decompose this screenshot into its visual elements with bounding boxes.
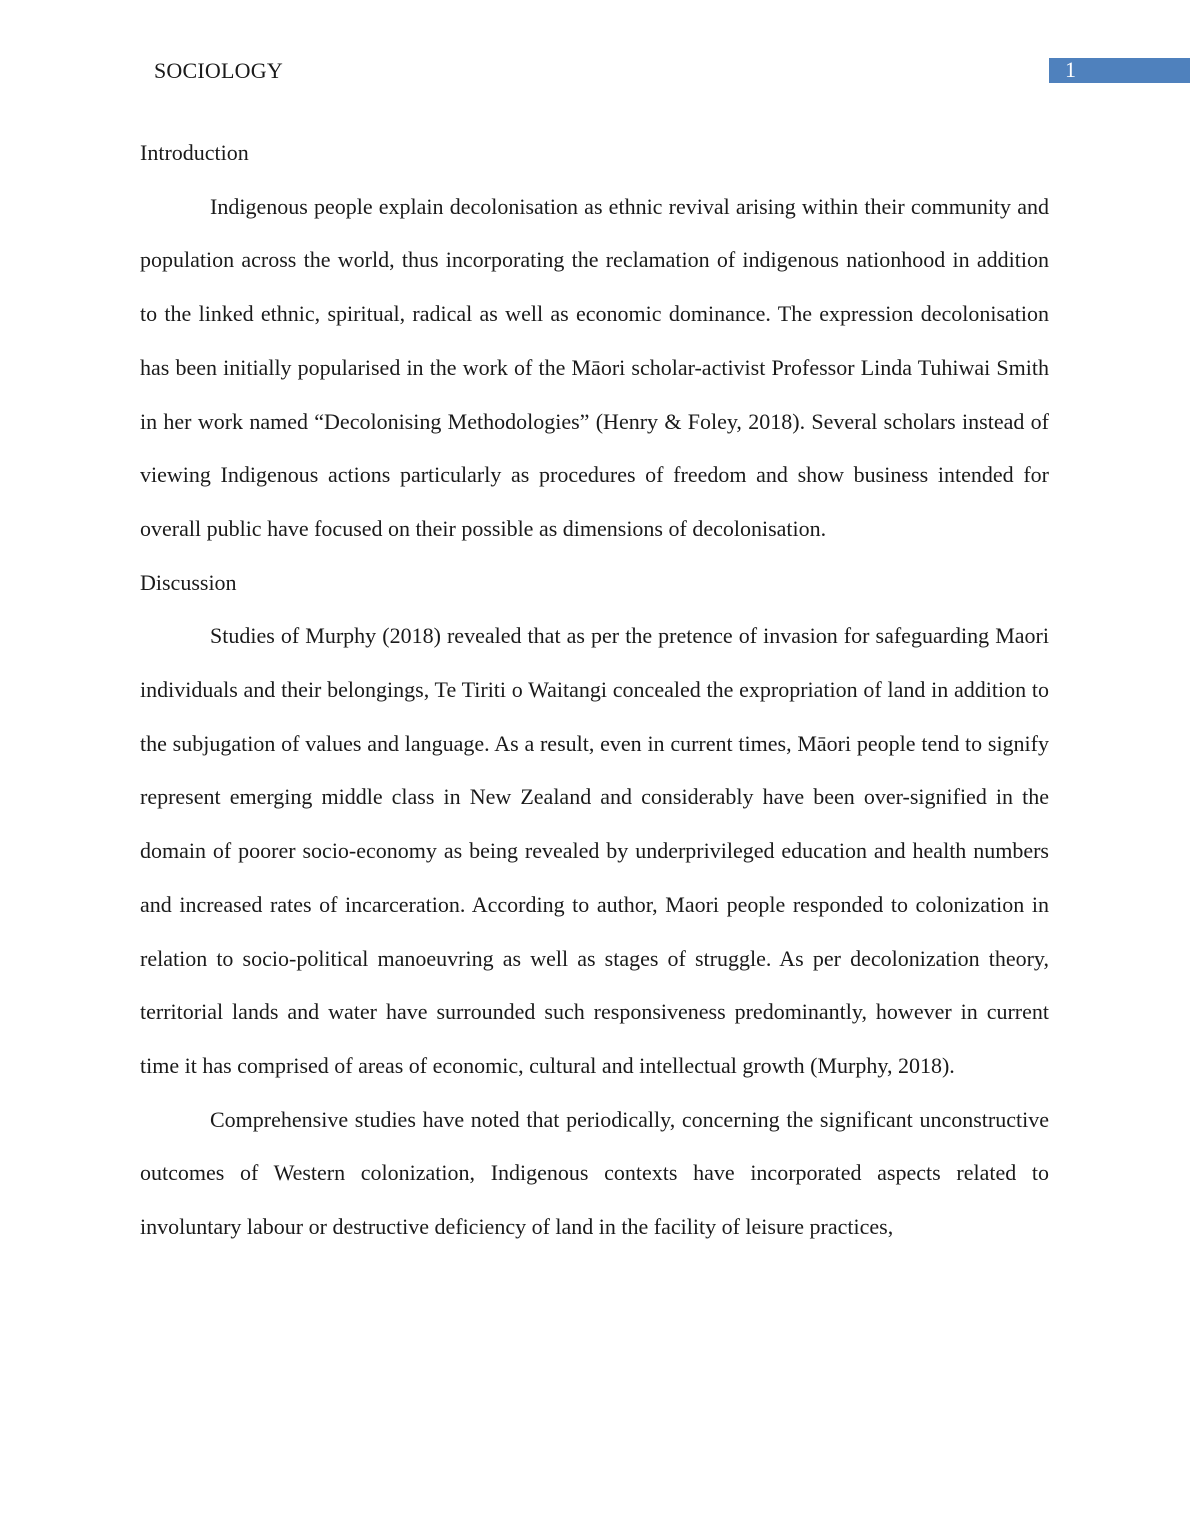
paragraph-discussion-1: Studies of Murphy (2018) revealed that as per the pretence of invasion for safeguarding Maori individuals and their belongings, Te Tiriti o Waitangi concealed the expropriation of land in addition to the subjugation of values and language. As a result, even in current times, Māori people tend to signify represent emerging middle class in New Zealand and considerably have been over-signified in the domain of poorer socio-economy as being revealed by underprivileged education and health numbers and increased rates of incarceration. According to author, Maori people responded to colonization in relation to socio-political manoeuvring as well as stages of struggle. As per decolonization theory, territorial lands and water have surrounded such responsiveness predominantly, however in current time it has comprised of areas of economic, cultural and intellectual growth (Murphy, 2018).	[140, 623, 1049, 1078]
running-head: SOCIOLOGY	[154, 58, 283, 83]
heading-introduction: Introduction	[140, 140, 249, 165]
paragraph-introduction-1: Indigenous people explain decolonisation as ethnic revival arising within their community and population across the world, thus incorporating the reclamation of indigenous nationhood in addition to the linked ethnic, spiritual, radical as well as economic dominance. The expression decolonisation has been initially popularised in the work of the Māori scholar-activist Professor Linda Tuhiwai Smith in her work named “Decolonising Methodologies” (Henry & Foley, 2018). Several scholars instead of viewing Indigenous actions particularly as procedures of freedom and show business intended for overall public have focused on their possible as dimensions of decolonisation.	[140, 193, 1049, 541]
page-number-bar	[1049, 58, 1190, 83]
document-body	[140, 126, 1049, 1254]
page-number: 1	[1065, 57, 1076, 82]
paragraph-discussion-2: Comprehensive studies have noted that periodically, concerning the significant unconstructive outcomes of Western colonization, Indigenous contexts have incorporated aspects related to involuntary labour or destructive deficiency of land in the facility of leisure practices,	[140, 1106, 1049, 1240]
heading-discussion: Discussion	[140, 569, 237, 595]
